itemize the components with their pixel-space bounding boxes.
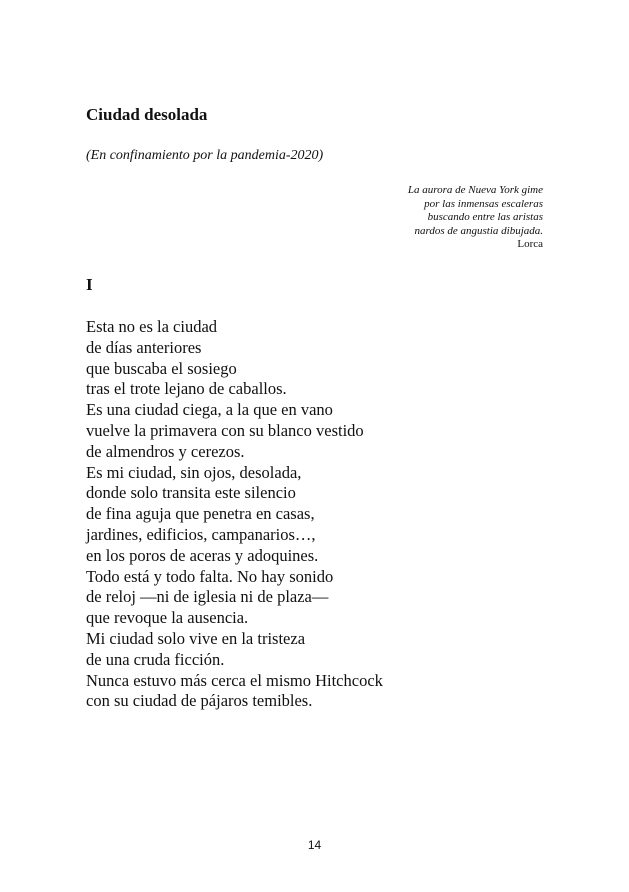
poem-line: que revoque la ausencia. xyxy=(86,608,249,628)
poem-body xyxy=(86,317,383,712)
subtitle: (En confinamiento por la pandemia-2020) xyxy=(86,148,324,163)
poem-line: que buscaba el sosiego xyxy=(86,358,237,378)
poem-line: Es una ciudad ciega, a la que en vano xyxy=(86,400,333,420)
poem-line: de fina aguja que penetra en casas, xyxy=(86,504,315,524)
epigraph-line: buscando entre las aristas xyxy=(427,211,543,224)
poem-line: de almendros y cerezos. xyxy=(86,441,245,461)
poem-line: Todo está y todo falta. No hay sonido xyxy=(86,566,334,586)
poem-line: Mi ciudad solo vive en la tristeza xyxy=(86,628,306,648)
poem-line: Nunca estuvo más cerca el mismo Hitchcock xyxy=(86,670,383,690)
epigraph-author: Lorca xyxy=(517,238,543,251)
poem-line: con su ciudad de pájaros temibles. xyxy=(86,691,313,711)
poem-line: en los poros de aceras y adoquines. xyxy=(86,545,319,565)
poem-line: de una cruda ficción. xyxy=(86,649,225,669)
poem-line: vuelve la primavera con su blanco vestido xyxy=(86,420,364,440)
poem-line: tras el trote lejano de caballos. xyxy=(86,379,287,399)
poem-line: de reloj —ni de iglesia ni de plaza— xyxy=(86,587,329,607)
poem-line: jardines, edificios, campanarios…, xyxy=(86,524,316,544)
section-numeral: I xyxy=(86,275,93,294)
poem-line: Es mi ciudad, sin ojos, desolada, xyxy=(86,462,302,482)
poem-line: donde solo transita este silencio xyxy=(86,483,296,503)
epigraph xyxy=(408,184,543,252)
page-number: 14 xyxy=(307,838,322,852)
poem-line: de días anteriores xyxy=(86,337,202,357)
epigraph-line: La aurora de Nueva York gime xyxy=(407,184,543,196)
epigraph-line: por las inmensas escaleras xyxy=(424,197,543,210)
page-title: Ciudad desolada xyxy=(86,105,208,124)
poem-line: Esta no es la ciudad xyxy=(86,317,218,336)
epigraph-line: nardos de angustia dibujada. xyxy=(414,224,543,237)
